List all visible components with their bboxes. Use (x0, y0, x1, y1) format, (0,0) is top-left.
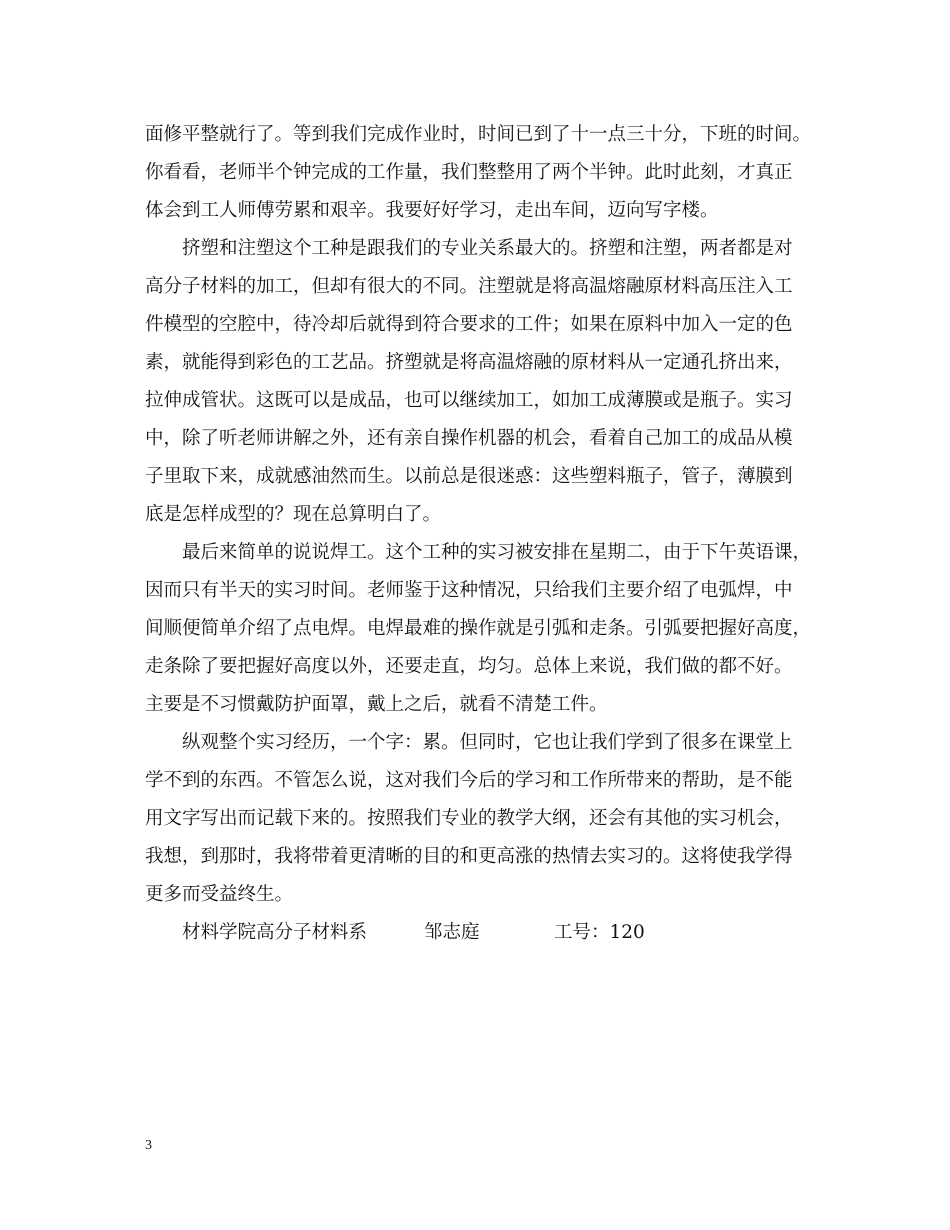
text-line: 我想，到那时，我将带着更清晰的目的和更高涨的热情去实习的。这将使我学得 (145, 846, 793, 867)
text-line: 间顺便简单介绍了点电焊。电焊最难的操作就是引弧和走条。引弧要把握好高度， (145, 618, 812, 639)
text-line: 底是怎样成型的？现在总算明白了。 (145, 504, 442, 525)
text-line: 更多而受益终生。 (145, 884, 294, 905)
document-body (145, 116, 815, 952)
text-line: 纵观整个实习经历，一个字：累。但同时，它也让我们学到了很多在课堂上 (182, 732, 793, 753)
signature-name: 邹志庭 (424, 922, 480, 943)
text-line: 挤塑和注塑这个工种是跟我们的专业关系最大的。挤塑和注塑，两者都是对 (182, 238, 793, 259)
text-line: 子里取下来，成就感油然而生。以前总是很迷惑：这些塑料瓶子，管子，薄膜到 (145, 466, 793, 487)
text-line: 高分子材料的加工，但却有很大的不同。注塑就是将高温熔融原材料高压注入工 (145, 276, 793, 297)
text-line: 走条除了要把握好高度以外，还要走直，均匀。总体上来说，我们做的都不好。 (145, 656, 793, 677)
text-line: 拉伸成管状。这既可以是成品，也可以继续加工，如加工成薄膜或是瓶子。实习 (145, 390, 793, 411)
text-line: 最后来简单的说说焊工。这个工种的实习被安排在星期二，由于下午英语课， (182, 542, 812, 563)
text-line: 学不到的东西。不管怎么说，这对我们今后的学习和工作所带来的帮助，是不能 (145, 770, 793, 791)
page-number: 3 (145, 1138, 152, 1153)
paragraph-1 (145, 116, 815, 230)
signature-line (145, 914, 815, 952)
text-line: 件模型的空腔中，待冷却后就得到符合要求的工件；如果在原料中加入一定的色 (145, 314, 793, 335)
text-line: 面修平整就行了。等到我们完成作业时，时间已到了十一点三十分，下班的时间。 (145, 124, 812, 145)
text-line: 体会到工人师傅劳累和艰辛。我要好好学习，走出车间，迈向写字楼。 (145, 200, 719, 221)
text-line: 你看看，老师半个钟完成的工作量，我们整整用了两个半钟。此时此刻，才真正 (145, 162, 793, 183)
signature-id: 工号：120 (554, 922, 645, 943)
signature-department: 材料学院高分子材料系 (182, 922, 368, 943)
text-line: 用文字写出而记载下来的。按照我们专业的教学大纲，还会有其他的实习机会， (145, 808, 793, 829)
text-line: 中，除了听老师讲解之外，还有亲自操作机器的机会，看着自己加工的成品从模 (145, 428, 793, 449)
paragraph-2 (145, 230, 815, 534)
text-line: 主要是不习惯戴防护面罩，戴上之后，就看不清楚工件。 (145, 694, 608, 715)
text-line: 因而只有半天的实习时间。老师鉴于这种情况，只给我们主要介绍了电弧焊，中 (145, 580, 793, 601)
paragraph-3 (145, 534, 815, 724)
text-line: 素，就能得到彩色的工艺品。挤塑就是将高温熔融的原材料从一定通孔挤出来， (145, 352, 793, 373)
paragraph-4 (145, 724, 815, 914)
